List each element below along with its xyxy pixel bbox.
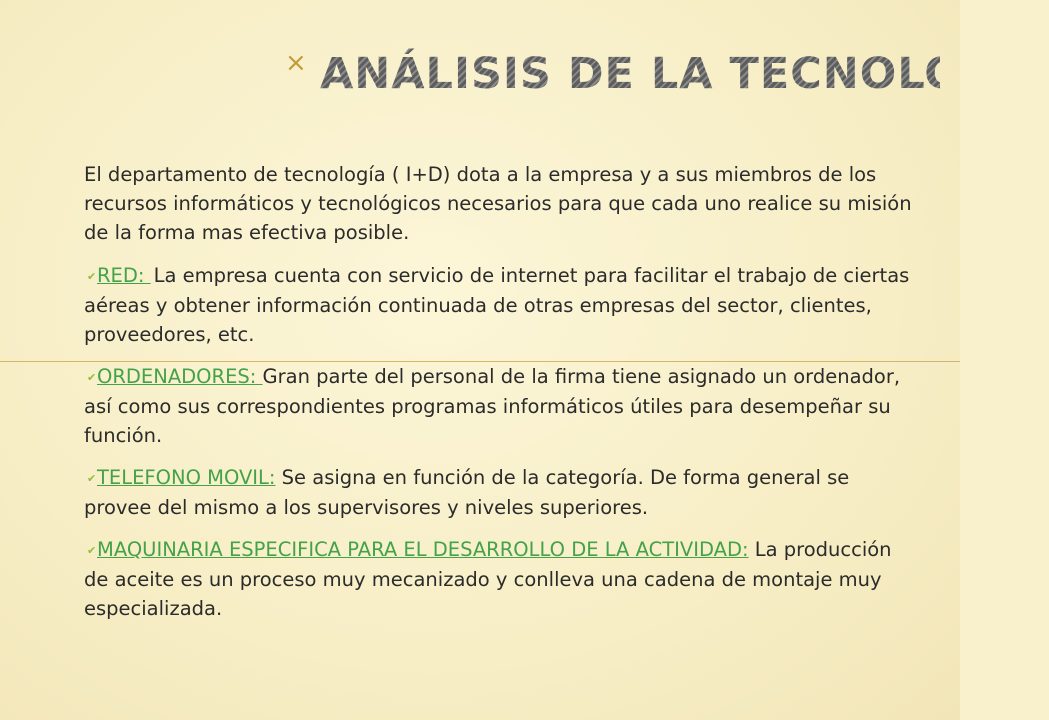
intro-paragraph: El departamento de tecnología ( I+D) dota a la empresa y a sus miembros de los recursos informáticos y tecnológicos necesarios para que cada uno realice su misión de la forma mas efectiva posible.: [84, 163, 912, 244]
bullet-label-ordenadores[interactable]: ORDENADORES:: [97, 365, 263, 388]
bullet-label-telefono-movil[interactable]: TELEFONO MOVIL:: [97, 466, 276, 489]
bullet-item-telefono-movil: [84, 463, 914, 522]
title-mark-icon: ×: [285, 48, 307, 78]
checkmark-icon: ✔: [87, 270, 97, 283]
bullet-text-telefono-movil: Se asigna en función de la categoría. De forma general se provee del mismo a los supervisores y niveles superiores.: [84, 466, 850, 519]
bullet-item-red: [84, 261, 914, 349]
checkmark-icon: ✔: [87, 371, 97, 384]
slide-title: ANÁLISIS DE LA TECNOLOGÍA: [320, 44, 940, 104]
bullet-label-maquinaria[interactable]: MAQUINARIA ESPECIFICA PARA EL DESARROLLO DE LA ACTIVIDAD:: [97, 538, 749, 561]
bullet-item-maquinaria: [84, 535, 914, 623]
slide-body: [84, 160, 914, 636]
checkmark-icon: ✔: [87, 544, 97, 557]
bullet-text-maquinaria: La producción de aceite es un proceso muy mecanizado y conlleva una cadena de montaje muy especializada.: [84, 538, 892, 620]
bullet-label-red[interactable]: RED:: [97, 264, 151, 287]
checkmark-icon: ✔: [87, 472, 97, 485]
bullet-text-ordenadores: Gran parte del personal de la firma tiene asignado un ordenador, así como sus correspondientes programas informáticos útiles para desempeñar su función.: [84, 365, 901, 447]
bullet-text-red: La empresa cuenta con servicio de internet para facilitar el trabajo de ciertas aéreas y obtener información continuada de otras empresas del sector, clientes, proveedores, etc.: [84, 264, 910, 346]
bullet-item-ordenadores: [84, 362, 914, 450]
